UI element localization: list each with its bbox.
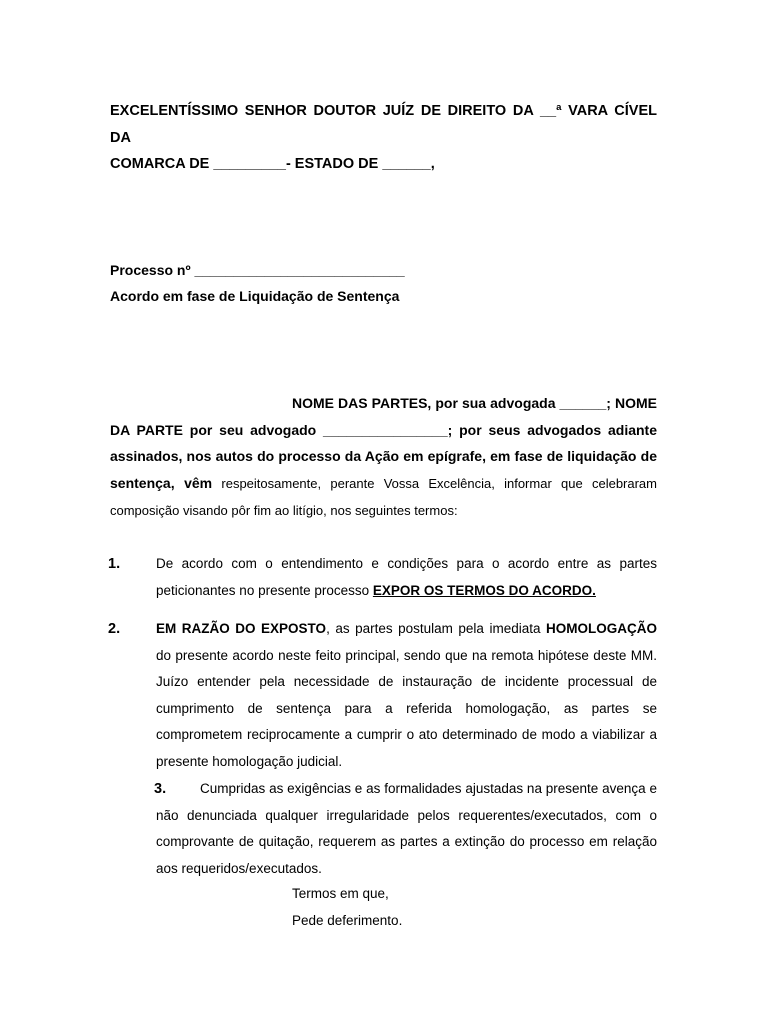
list-item-emphasis: HOMOLOGAÇÃO bbox=[546, 621, 657, 636]
closing-line-1: Termos em que, bbox=[292, 886, 389, 901]
court-address-header bbox=[110, 98, 657, 178]
list-item-2 bbox=[108, 616, 657, 775]
intro-paragraph bbox=[110, 390, 657, 525]
list-item-text-b: do presente acordo neste feito principal, sendo que na remota hipótese deste MM. Juízo entender pela necessidade de instauração de incidente processual de cumprimento de sentença para a referida homologação, as partes se comprometem reciprocamente a cumprir o ato determinado de modo a viabilizar a presente homologação judicial. bbox=[156, 647, 657, 769]
header-line-2: COMARCA DE _________- ESTADO DE ______, bbox=[110, 156, 435, 172]
intro-parties: NOME DAS PARTES, por sua advogada ______; NOME DA PARTE por seu advogado ________________; por seus advogados adiante assinados, nos autos do processo da Ação em epígrafe, em fase de liquidação de sentença, vêm bbox=[110, 395, 657, 491]
list-item-1 bbox=[108, 551, 657, 604]
list-item-text-a: , as partes postulam pela imediata bbox=[326, 621, 546, 636]
process-subject: Acordo em fase de Liquidação de Sentença bbox=[110, 288, 400, 304]
list-item-3 bbox=[156, 776, 657, 882]
list-item-lead: EM RAZÃO DO EXPOSTO bbox=[156, 621, 327, 636]
process-number: Processo nº ___________________________ bbox=[110, 262, 405, 278]
list-item-emphasis: EXPOR OS TERMOS DO ACORDO. bbox=[372, 582, 596, 598]
closing-line-2: Pede deferimento. bbox=[292, 913, 403, 928]
list-item-number: 3. bbox=[154, 781, 167, 797]
list-item-number: 1. bbox=[108, 556, 121, 572]
header-line-1: EXCELENTÍSSIMO SENHOR DOUTOR JUÍZ DE DIREITO DA __ª VARA CÍVEL DA bbox=[110, 103, 657, 146]
list-item-text: De acordo com o entendimento e condições para o acordo entre as partes peticionantes no presente processo bbox=[156, 556, 657, 598]
list-item-number: 2. bbox=[108, 621, 121, 637]
list-item-text: Cumpridas as exigências e as formalidades ajustadas na presente avença e não denunciada qualquer irregularidade pelos requerentes/executados, com o comprovante de quitação, requerem as partes a extinção do processo em relação aos requeridos/executados. bbox=[156, 781, 657, 876]
intro-body: respeitosamente, perante Vossa Excelência, informar que celebraram composição visando pôr fim ao litígio, nos seguintes termos: bbox=[110, 475, 657, 518]
